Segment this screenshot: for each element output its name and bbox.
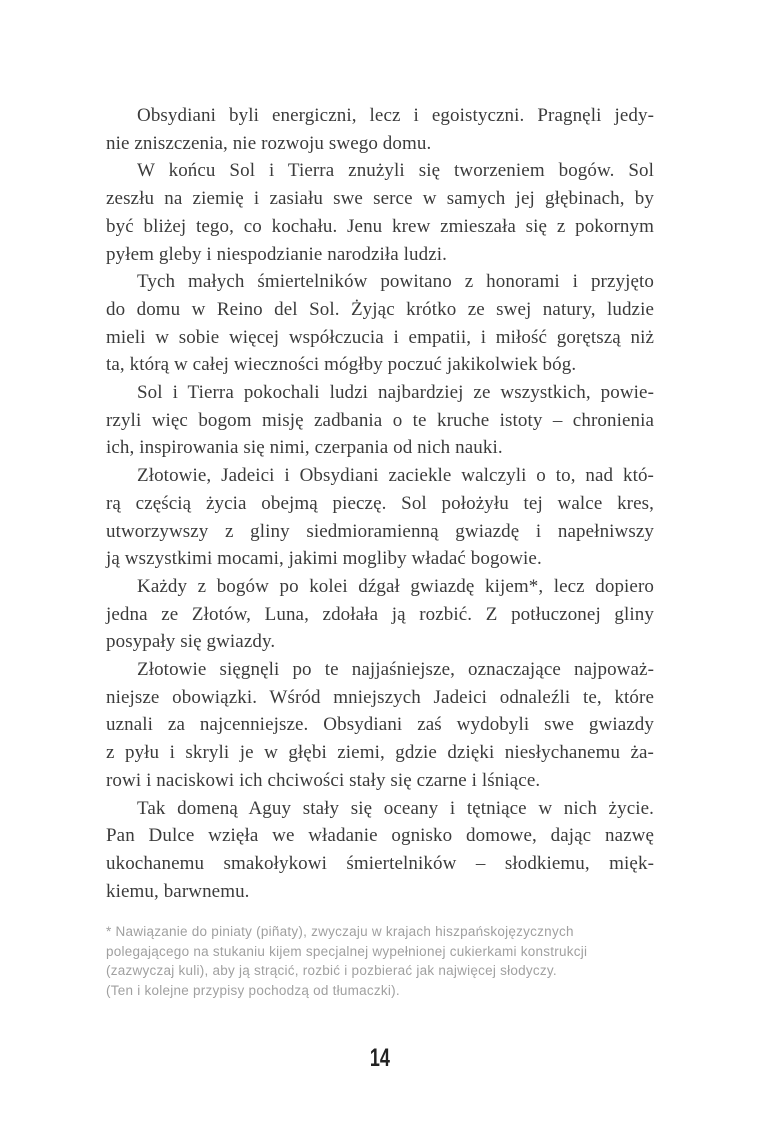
text-line: ukochanemu smakołykowi śmiertelników – słodkiemu, mięk- bbox=[106, 852, 654, 874]
text-line: z pyłu i skryli je w głębi ziemi, gdzie dzięki niesłychanemu ża- bbox=[106, 742, 654, 764]
paragraph bbox=[106, 268, 654, 379]
footnote-line: * Nawiązanie do piniaty (piñaty), zwyczaju w krajach hiszpańskojęzycznych bbox=[106, 924, 574, 939]
text-line: utworzywszy z gliny siedmioramienną gwiazdę i napełniwszy bbox=[106, 520, 654, 542]
footnote-line: (zazwyczaj kuli), aby ją strącić, rozbić i pozbierać jak najwięcej słodyczy. bbox=[106, 963, 557, 978]
text-line: uznali za najcenniejsze. Obsydiani zaś wydobyli swe gwiazdy bbox=[106, 714, 654, 736]
text-line: rą częścią życia obejmą pieczę. Sol położyłu tej walce kres, bbox=[106, 492, 654, 514]
footnote-line: polegającego na stukaniu kijem specjalnej wypełnionej cukierkami konstrukcji bbox=[106, 943, 588, 959]
text-line: posypały się gwiazdy. bbox=[106, 631, 276, 653]
text-line: zeszłu na ziemię i zasiału swe serce w samych jej głębinach, by bbox=[106, 188, 654, 210]
text-line: W końcu Sol i Tierra znużyli się tworzeniem bogów. Sol bbox=[137, 160, 654, 182]
paragraph bbox=[106, 573, 654, 656]
paragraph bbox=[106, 379, 654, 462]
text-line: Złotowie, Jadeici i Obsydiani zaciekle walczyli o to, nad któ- bbox=[137, 465, 654, 487]
text-line: ją wszystkimi mocami, jakimi mogliby władać bogowie. bbox=[106, 548, 542, 570]
text-line: Pan Dulce wzięła we władanie ognisko domowe, dając nazwę bbox=[106, 825, 654, 847]
paragraph bbox=[106, 656, 654, 795]
paragraph bbox=[106, 462, 654, 573]
text-line: rowi i naciskowi ich chciwości stały się czarne i lśniące. bbox=[106, 769, 541, 791]
page-number-wrap bbox=[0, 1044, 760, 1073]
text-line: Tak domeną Aguy stały się oceany i tętniące w nich życie. bbox=[137, 797, 654, 819]
text-line: Tych małych śmiertelników powitano z honorami i przyjęto bbox=[137, 271, 654, 293]
text-line: mieli w sobie więcej współczucia i empatii, i miłość gorętszą niż bbox=[106, 326, 654, 348]
page-number: 14 bbox=[369, 1044, 391, 1072]
text-line: kiemu, barwnemu. bbox=[106, 880, 250, 902]
footnote-line: (Ten i kolejne przypisy pochodzą od tłumaczki). bbox=[106, 982, 400, 998]
text-line: ta, którą w całej wieczności mógłby poczuć jakikolwiek bóg. bbox=[106, 354, 577, 376]
paragraph bbox=[106, 102, 654, 157]
text-line: Każdy z bogów po kolei dźgał gwiazdę kijem*, lecz dopiero bbox=[137, 575, 654, 597]
text-line: niejsze obowiązki. Wśród mniejszych Jadeici odnaleźli te, które bbox=[106, 686, 654, 708]
text-line: Sol i Tierra pokochali ludzi najbardziej ze wszystkich, powie- bbox=[137, 382, 654, 404]
text-line: rzyli więc bogom misję zadbania o te kruche istoty – chronienia bbox=[106, 409, 654, 431]
paragraph bbox=[106, 795, 654, 906]
text-line: do domu w Reino del Sol. Żyjąc krótko ze swej natury, ludzie bbox=[106, 298, 654, 320]
text-line: nie zniszczenia, nie rozwoju swego domu. bbox=[106, 132, 432, 154]
text-line: jedna ze Złotów, Luna, zdołała ją rozbić. Z potłuczonej gliny bbox=[106, 603, 654, 625]
text-line: być bliżej tego, co kochału. Jenu krew zmieszała się z pokornym bbox=[106, 215, 654, 237]
text-line: Złotowie sięgnęli po te najjaśniejsze, oznaczające najpoważ- bbox=[137, 659, 654, 681]
body-text bbox=[106, 102, 654, 905]
text-line: pyłem gleby i niespodzianie narodziła ludzi. bbox=[106, 243, 448, 265]
text-line: Obsydiani byli energiczni, lecz i egoistyczni. Pragnęli jedy- bbox=[137, 105, 654, 126]
text-line: ich, inspirowania się nimi, czerpania od nich nauki. bbox=[106, 437, 503, 459]
paragraph bbox=[106, 157, 654, 268]
footnote bbox=[106, 922, 666, 1000]
